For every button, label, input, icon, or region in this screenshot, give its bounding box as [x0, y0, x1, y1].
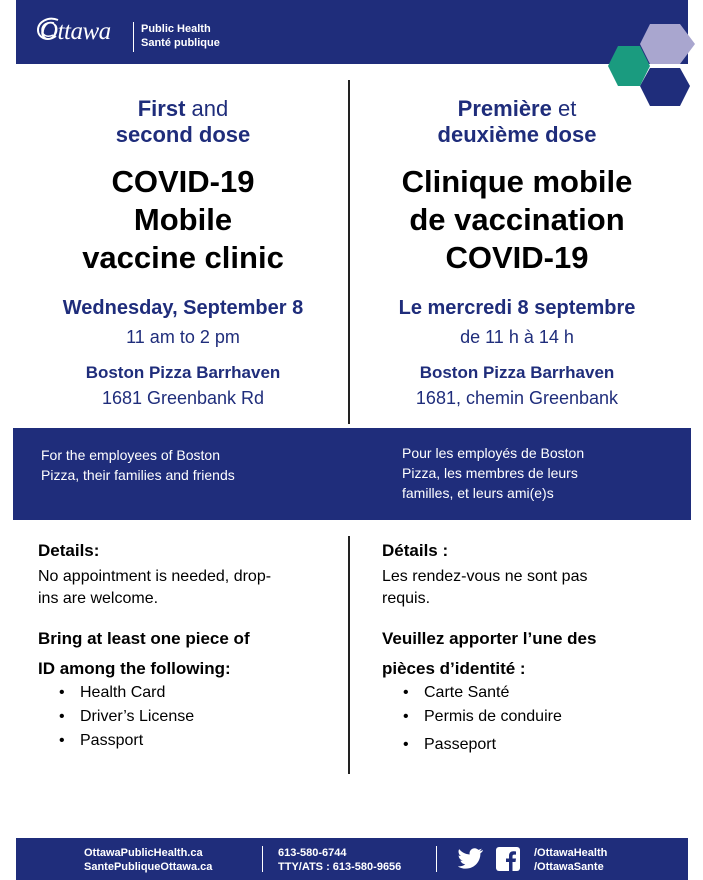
- dose-first-fr: Première: [457, 96, 552, 121]
- list-item: • Passeport: [382, 733, 562, 757]
- id-list-fr: [382, 681, 562, 757]
- clinic-date-fr: Le mercredi 8 septembre: [398, 297, 636, 319]
- title-line: de vaccination: [409, 202, 625, 237]
- clinic-title-en: [20, 163, 346, 277]
- footer-separator: [262, 846, 263, 872]
- org-name-en: Public Health: [141, 23, 211, 35]
- clinic-time-fr: de 11 h à 14 h: [460, 327, 574, 347]
- footer-tty: TTY/ATS : 613-580-9656: [278, 861, 402, 873]
- id-list-en: [38, 681, 194, 753]
- footer-separator: [436, 846, 437, 872]
- details-text-fr: [382, 566, 587, 610]
- list-item: • Health Card: [38, 681, 194, 705]
- id-heading-fr: [382, 624, 596, 684]
- title-line: Clinique mobile: [401, 164, 633, 199]
- title-line: COVID-19: [111, 164, 255, 199]
- audience-text-fr: [402, 443, 584, 503]
- details-line: Les rendez-vous ne sont pas: [382, 568, 588, 585]
- dose-first-en: First: [137, 96, 186, 121]
- details-heading-en: Details:: [38, 541, 100, 560]
- clinic-title-fr: [352, 163, 682, 277]
- audience-line: Pizza, their families and friends: [41, 467, 235, 483]
- title-line: vaccine clinic: [82, 240, 284, 275]
- title-line: COVID-19: [445, 240, 589, 275]
- id-heading-line: pièces d’identité :: [382, 659, 526, 678]
- dose-second-fr: deuxième dose: [437, 122, 597, 147]
- dose-and-en: and: [185, 96, 229, 121]
- list-item: • Carte Santé: [382, 681, 562, 705]
- details-line: requis.: [382, 590, 431, 607]
- clinic-address-fr: 1681, chemin Greenbank: [415, 388, 619, 408]
- dose-second-en: second dose: [115, 122, 251, 147]
- id-heading-line: Bring at least one piece of: [38, 629, 250, 648]
- details-line: No appointment is needed, drop-: [38, 568, 272, 585]
- details-line: ins are welcome.: [38, 590, 159, 607]
- list-item: • Driver’s License: [38, 705, 194, 729]
- id-heading-line: Veuillez apporter l’une des: [382, 629, 597, 648]
- audience-text-en: [41, 445, 235, 485]
- footer-social-en[interactable]: /OttawaHealth: [534, 847, 608, 859]
- dose-and-fr: et: [551, 96, 577, 121]
- dose-heading-en: [20, 96, 346, 148]
- footer-web-fr[interactable]: SantePubliqueOttawa.ca: [84, 861, 213, 873]
- org-name-fr: Santé publique: [141, 37, 220, 49]
- footer-phone: 613-580-6744: [278, 847, 347, 859]
- clinic-date-en: Wednesday, September 8: [62, 297, 304, 319]
- audience-line: Pizza, les membres de leurs: [402, 465, 578, 481]
- id-heading-line: ID among the following:: [38, 659, 231, 678]
- clinic-place-fr: Boston Pizza Barrhaven: [419, 363, 615, 382]
- title-line: Mobile: [133, 202, 233, 237]
- clinic-address-en: 1681 Greenbank Rd: [101, 388, 265, 408]
- facebook-icon[interactable]: [496, 847, 520, 871]
- logo-separator: [133, 22, 134, 52]
- dose-heading-fr: [352, 96, 682, 148]
- logo-wordmark: Ottawa: [40, 18, 111, 45]
- column-divider-top: [348, 80, 350, 424]
- list-item: • Passport: [38, 729, 194, 753]
- id-heading-en: [38, 624, 250, 684]
- footer-web-en[interactable]: OttawaPublicHealth.ca: [84, 847, 203, 859]
- audience-line: Pour les employés de Boston: [402, 445, 585, 461]
- header-banner: [16, 0, 688, 64]
- details-text-en: [38, 566, 271, 610]
- footer-social-fr[interactable]: /OttawaSante: [534, 861, 604, 873]
- list-item: • Permis de conduire: [382, 705, 562, 729]
- details-heading-fr: Détails :: [382, 541, 449, 560]
- clinic-time-en: 11 am to 2 pm: [126, 327, 240, 347]
- audience-line: For the employees of Boston: [41, 447, 220, 463]
- column-divider-bottom: [348, 536, 350, 774]
- audience-line: familles, et leurs ami(e)s: [402, 485, 554, 501]
- twitter-icon[interactable]: [458, 848, 484, 870]
- clinic-place-en: Boston Pizza Barrhaven: [85, 363, 281, 382]
